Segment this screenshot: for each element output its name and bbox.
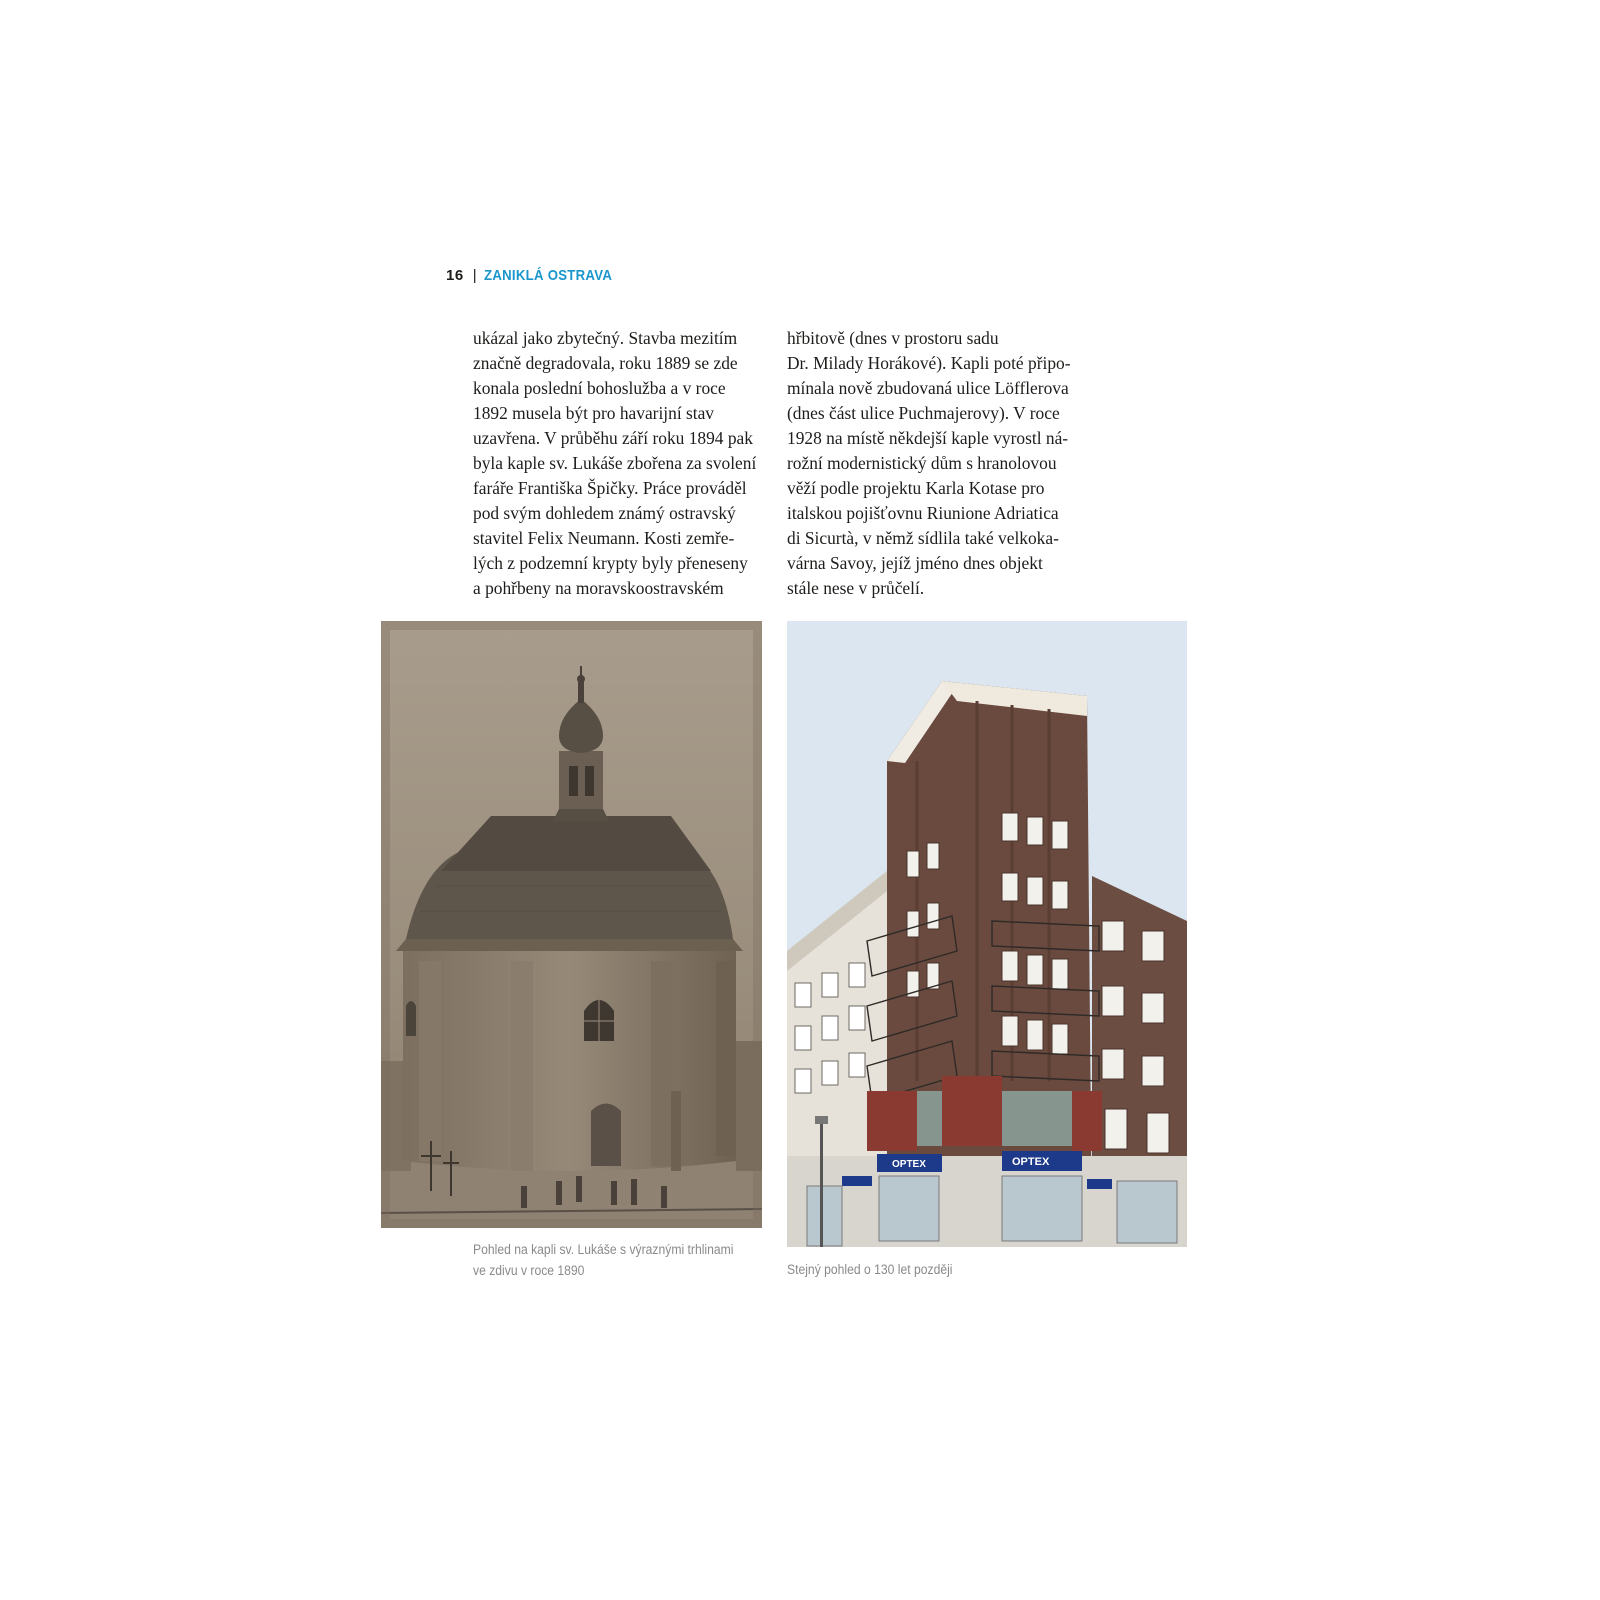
shop-sign-side: OPTEX <box>1012 1156 1050 1168</box>
text-line: faráře Františka Špičky. Práce prováděl <box>473 478 747 498</box>
chapel-illustration <box>381 621 762 1228</box>
shop-sign-main: OPTEX <box>892 1159 926 1170</box>
text-line: mínala nově zbudovaná ulice Löfflerova <box>787 378 1069 398</box>
text-line: lých z podzemní krypty byly přeneseny <box>473 553 748 573</box>
text-line: konala poslední bohoslužba a v roce <box>473 378 726 398</box>
text-line: ukázal jako zbytečný. Stavba mezitím <box>473 328 738 348</box>
text-line: hřbitově (dnes v prostoru sadu <box>787 328 999 348</box>
text-line: (dnes část ulice Puchmajerovy). V roce <box>787 403 1060 423</box>
text-line: byla kaple sv. Lukáše zbořena za svolení <box>473 453 757 473</box>
building-illustration <box>787 621 1187 1247</box>
text-line: a pohřbeny na moravskoostravském <box>473 578 724 598</box>
caption-left <box>473 1239 733 1281</box>
caption-line: Pohled na kapli sv. Lukáše s výraznými trhlinami <box>473 1242 734 1257</box>
text-line: věží podle projektu Karla Kotase pro <box>787 478 1045 498</box>
text-line: várna Savoy, jejíž jméno dnes objekt <box>787 553 1043 573</box>
text-column-left <box>473 326 773 601</box>
text-line: uzavřena. V průběhu září roku 1894 pak <box>473 428 753 448</box>
text-line: 1892 musela být pro havarijní stav <box>473 403 715 423</box>
caption-line: ve zdivu v roce 1890 <box>473 1263 585 1278</box>
text-line: italskou pojišťovnu Riunione Adriatica <box>787 503 1059 523</box>
text-column-right <box>787 326 1087 601</box>
running-title: ZANIKLÁ OSTRAVA <box>483 266 612 284</box>
header-separator: | <box>472 266 477 284</box>
text-line: stavitel Felix Neumann. Kosti zemře- <box>473 528 735 548</box>
text-line: značně degradovala, roku 1889 se zde <box>473 353 738 373</box>
page-number: 16 <box>446 266 464 284</box>
text-line: pod svým dohledem známý ostravský <box>473 503 736 523</box>
text-line: Dr. Milady Horákové). Kapli poté připo- <box>787 353 1071 373</box>
caption-right <box>787 1259 953 1280</box>
caption-line: Stejný pohled o 130 let později <box>787 1262 953 1277</box>
text-line: 1928 na místě někdejší kaple vyrostl ná- <box>787 428 1069 448</box>
running-header <box>446 263 629 287</box>
text-line: rožní modernistický dům s hranolovou <box>787 453 1057 473</box>
text-line: stále nese v průčelí. <box>787 578 925 598</box>
text-line: di Sicurtà, v němž sídlila také velkoka- <box>787 528 1059 548</box>
historic-chapel-photo <box>381 621 762 1228</box>
modern-building-photo <box>787 621 1187 1247</box>
